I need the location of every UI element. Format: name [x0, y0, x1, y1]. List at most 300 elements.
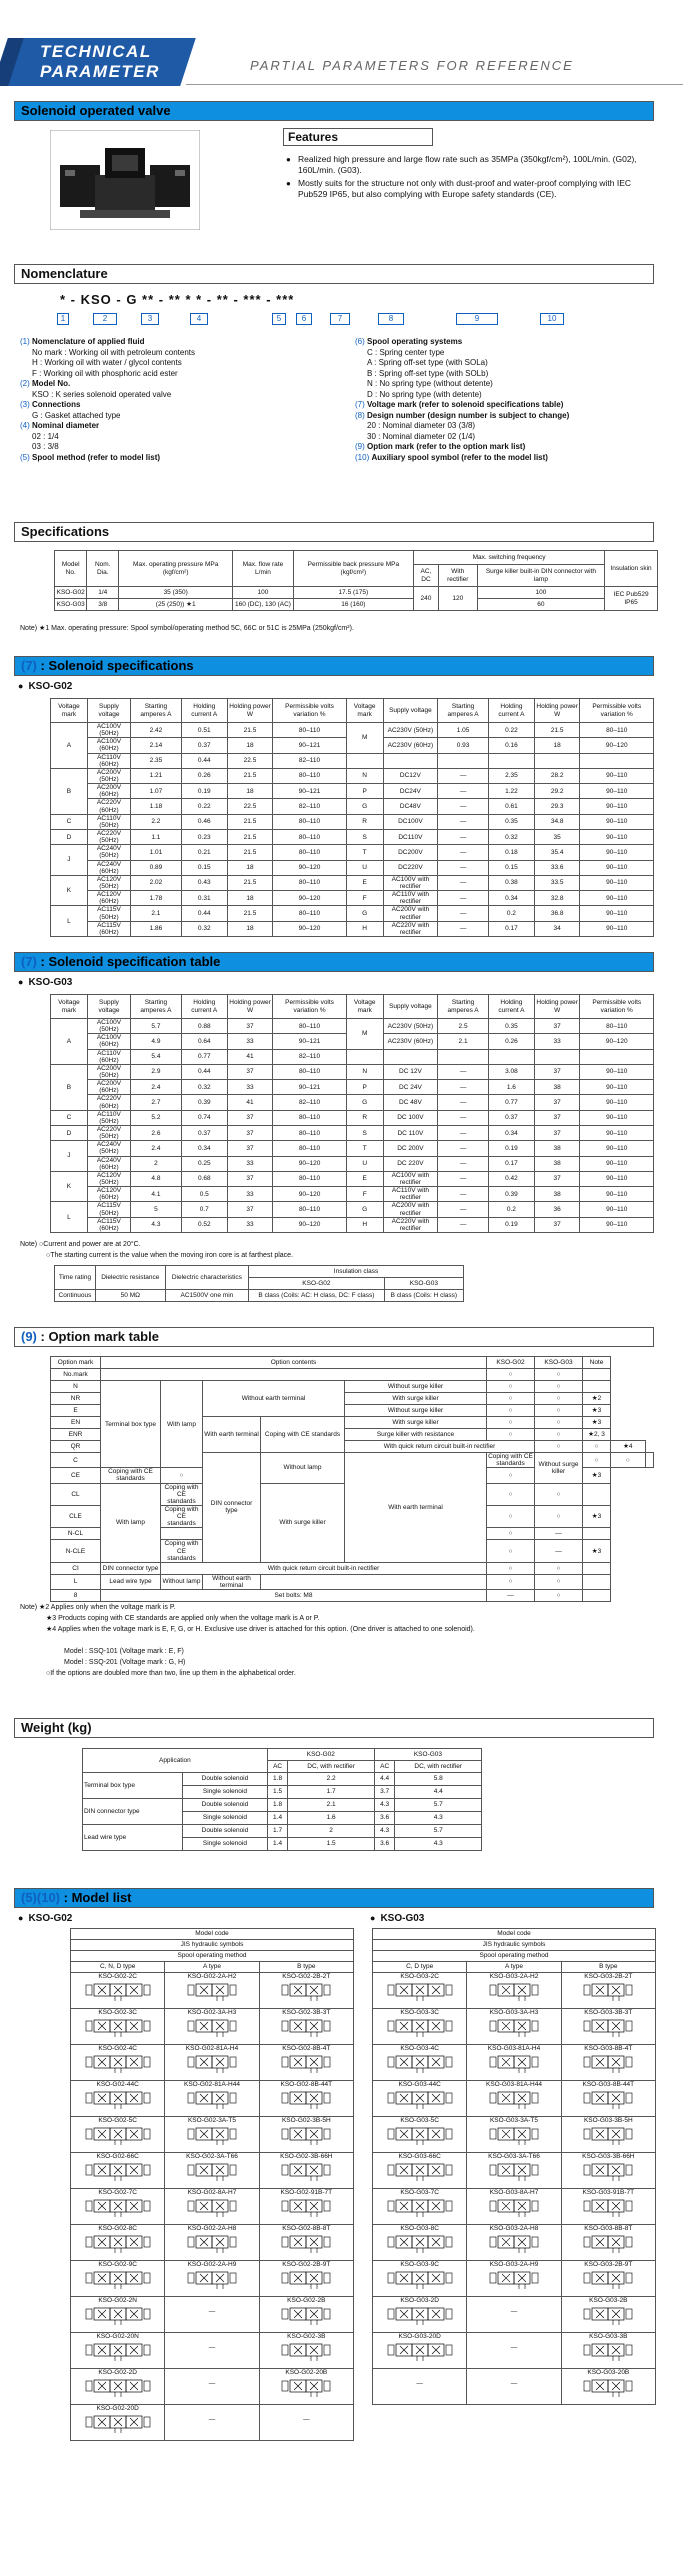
sol-header: Holding power W	[534, 699, 580, 723]
sol-cell: 0.39	[488, 1187, 534, 1202]
solenoid-note1: Note) ○Current and power are at 20°C.	[20, 1241, 141, 1248]
hydraulic-symbol-icon	[477, 2197, 551, 2219]
option-group: With lamp	[101, 1483, 161, 1562]
sol-cell: 0.22	[181, 799, 227, 814]
sol-cell: 90–110	[580, 906, 654, 921]
sol-cell: 80–110	[273, 1064, 346, 1079]
sol-cell: 37	[227, 1064, 273, 1079]
sol-cell: 1.86	[131, 921, 182, 936]
model-cell	[373, 2261, 467, 2297]
sol-header: Starting amperes A	[438, 995, 489, 1019]
sol-cell: 2.35	[488, 768, 534, 783]
solenoid-spec-table-g02	[50, 698, 654, 937]
nomenclature-text: 02 : 1/4	[32, 431, 59, 441]
model-code: KSO-G02-2B	[287, 2297, 326, 2304]
sol-cell: 37	[534, 1110, 580, 1125]
sol-voltage-mark: T	[346, 1141, 383, 1156]
sol-cell: AC100V with rectifier	[383, 1171, 438, 1186]
option-group: Coping with CE standards	[261, 1417, 345, 1453]
sol-cell: 0.17	[488, 1156, 534, 1171]
hydraulic-symbol-icon	[571, 2017, 645, 2039]
model-row	[71, 2081, 354, 2117]
model-cell	[165, 2405, 259, 2441]
sol-cell: 80–110	[273, 768, 346, 783]
model-cell	[259, 2261, 353, 2297]
sol-voltage-mark: E	[346, 1171, 383, 1186]
weight-app: Terminal box type	[83, 1773, 183, 1799]
hydraulic-symbol-icon	[175, 2017, 249, 2039]
hydraulic-symbol-icon	[477, 2053, 551, 2075]
option-note-line: ○If the options are doubled more than two, line up them in the alphabetical order.	[46, 1670, 296, 1677]
sol-voltage-mark: M	[346, 1019, 383, 1050]
spec-cell: 1/4	[87, 587, 119, 599]
header-title-line1: TECHNICAL	[40, 42, 152, 61]
option-cell: With quick return circuit built-in rectifier	[161, 1562, 487, 1574]
sol-voltage-mark: F	[346, 1187, 383, 1202]
sol-cell: 2.6	[131, 1125, 182, 1140]
solenoid-valve-image	[50, 130, 200, 230]
model-cell	[259, 2117, 353, 2153]
nomenclature-text: N : No spring type (without detente)	[367, 379, 493, 388]
sol-header: Supply voltage	[87, 699, 130, 723]
sol-cell: AC100V (60Hz)	[87, 1034, 130, 1049]
sol-cell: 35.4	[534, 845, 580, 860]
sol-cell: 38	[534, 1141, 580, 1156]
option-cell: With surge killer	[345, 1417, 487, 1429]
nomenclature-item	[355, 390, 655, 401]
nomenclature-box: 1	[57, 313, 69, 325]
model-row	[373, 2297, 656, 2333]
model-row	[71, 2333, 354, 2369]
nomenclature-text: Voltage mark (refer to solenoid specifications table)	[367, 400, 564, 409]
option-note: ★2, 3	[583, 1429, 611, 1441]
hydraulic-symbol-icon	[571, 1981, 645, 2003]
model-row	[373, 2369, 656, 2405]
hydraulic-symbol-icon	[571, 2269, 645, 2291]
weight-cell: Single solenoid	[183, 1812, 268, 1825]
weight-cell: 2	[288, 1825, 375, 1838]
model-code: KSO-G02-2A-H9	[187, 2261, 237, 2268]
model-cell	[71, 2117, 165, 2153]
nomenclature-text: Spool method (refer to model list)	[32, 452, 161, 462]
sol-cell: 22.5	[227, 753, 273, 768]
option-cell: ○	[535, 1590, 583, 1602]
model-header-row	[71, 1951, 354, 1962]
sol-cell: 0.64	[181, 1034, 227, 1049]
option-cell: ○	[611, 1453, 646, 1468]
sol-cell: 0.77	[488, 1095, 534, 1110]
sol-cell: 90–120	[273, 921, 346, 936]
model-cell	[561, 2081, 655, 2117]
spec-cell: 17.5 (175)	[293, 587, 413, 599]
model-row	[373, 2081, 656, 2117]
sol-cell: 0.32	[181, 921, 227, 936]
model-cell	[561, 2189, 655, 2225]
sol-cell: 1.1	[131, 829, 182, 844]
sol-cell: DC100V	[383, 814, 438, 829]
sol-voltage-mark: E	[346, 875, 383, 890]
hydraulic-symbol-icon	[81, 2161, 155, 2183]
model-cell	[373, 2369, 467, 2405]
sol-cell: 0.26	[488, 1034, 534, 1049]
model-row	[71, 2009, 354, 2045]
sol-cell: AC240V (50Hz)	[87, 1141, 130, 1156]
sol-cell: —	[438, 829, 489, 844]
heading-number: (7)	[21, 658, 37, 673]
model-col-header: C, D type	[373, 1962, 467, 1973]
model-row	[71, 2297, 354, 2333]
sol-cell: 0.16	[488, 738, 534, 753]
sol-cell: 34.8	[534, 814, 580, 829]
sol-cell: 0.93	[438, 738, 489, 753]
sol-cell: 18	[534, 738, 580, 753]
model-cell	[467, 2189, 561, 2225]
model-code: —	[208, 2416, 216, 2423]
sol-row	[51, 829, 654, 844]
sol-cell: 5.2	[131, 1110, 182, 1125]
model-list-g02	[70, 1928, 354, 2441]
weight-row	[83, 1773, 482, 1786]
sol-cell: 1.05	[438, 723, 489, 738]
option-note: ★3	[583, 1540, 611, 1562]
option-group: DIN connector type	[203, 1453, 261, 1563]
sol-cell: 0.26	[181, 768, 227, 783]
sol-voltage-mark: H	[346, 921, 383, 936]
sol-cell: 1.21	[131, 768, 182, 783]
sol-voltage-mark: G	[346, 906, 383, 921]
sol-cell: 37	[534, 1217, 580, 1232]
sol-cell: —	[438, 1110, 489, 1125]
option-cell: ○	[535, 1393, 583, 1405]
hydraulic-symbol-icon	[269, 2305, 343, 2327]
sol-cell: —	[438, 784, 489, 799]
spec-cell: 16 (160)	[293, 599, 413, 611]
hydraulic-symbol-icon	[571, 2125, 645, 2147]
sol-cell: 5.7	[131, 1019, 182, 1034]
sol-voltage-mark: H	[346, 1217, 383, 1232]
sol-cell: 80–110	[273, 845, 346, 860]
model-cell	[373, 2153, 467, 2189]
sol-cell: 21.5	[534, 723, 580, 738]
weight-cell: 1.6	[288, 1812, 375, 1825]
option-mark: CLE	[51, 1505, 101, 1527]
nomenclature-item	[355, 337, 655, 348]
feature-item: ● Mostly suits for the structure not only with dust-proof and water-proof complying with IEC Pub529 IP65, but also complying with Europe safety standards (CE).	[286, 178, 656, 200]
features-list	[286, 154, 656, 202]
model-cell	[561, 2117, 655, 2153]
sol-cell: 0.39	[181, 1095, 227, 1110]
sol-row	[51, 768, 654, 783]
model-cell	[561, 2009, 655, 2045]
option-cell: ○	[535, 1405, 583, 1417]
sol-voltage-mark: G	[346, 1202, 383, 1217]
option-cell: ○	[487, 1393, 535, 1405]
model-cell	[561, 2045, 655, 2081]
insul-header: KSO-G03	[384, 1278, 463, 1290]
model-code: KSO-G03-2B-2T	[584, 1973, 633, 1980]
weight-cell: Double solenoid	[183, 1825, 268, 1838]
model-code: KSO-G02-8B-8T	[282, 2225, 331, 2232]
sol-cell: AC100V with rectifier	[383, 875, 438, 890]
model-cell	[561, 2333, 655, 2369]
model-code: KSO-G02-2A-H2	[187, 1973, 237, 1980]
model-cell	[259, 2225, 353, 2261]
insul-cell: 50 MΩ	[95, 1290, 165, 1302]
option-note	[583, 1483, 611, 1505]
nomenclature-item	[355, 358, 655, 369]
model-code: KSO-G02-5C	[98, 2117, 137, 2124]
sol-header: Holding current A	[181, 699, 227, 723]
model-cell	[165, 2081, 259, 2117]
model-code: KSO-G03-2A-H9	[489, 2261, 539, 2268]
sol-row	[51, 875, 654, 890]
sol-cell: AC120V (60Hz)	[87, 1187, 130, 1202]
sol-voltage-mark: L	[51, 1202, 88, 1233]
sol-cell: 37	[227, 1019, 273, 1034]
sol-header: Permissible volts variation %	[273, 995, 346, 1019]
model-code: KSO-G03-3A-H3	[489, 2009, 539, 2016]
model-code: KSO-G02-3B-5H	[281, 2117, 331, 2124]
model-cell	[71, 2045, 165, 2081]
opt-header: Option contents	[101, 1357, 487, 1369]
model-code: KSO-G03-66C	[398, 2153, 441, 2160]
sol-cell: 0.25	[181, 1156, 227, 1171]
spec-header: Max. switching frequency	[414, 551, 605, 565]
nomenclature-item	[20, 379, 340, 390]
model-code: —	[303, 2416, 310, 2423]
sol-cell: DC 220V	[383, 1156, 438, 1171]
option-cell: Coping with CE standards	[161, 1483, 203, 1505]
sol-cell: 21.5	[227, 829, 273, 844]
nomenclature-code: * - KSO - G ** - ** * * - ** - *** - ***	[60, 292, 295, 307]
option-cell: ○	[535, 1505, 583, 1527]
sol-cell: 0.2	[488, 906, 534, 921]
sol-cell: 1.22	[488, 784, 534, 799]
option-mark: ENR	[51, 1429, 101, 1441]
nomenclature-item	[20, 421, 340, 432]
sol-row	[51, 891, 654, 906]
option-cell: ○	[535, 1417, 583, 1429]
sol-cell: 33.6	[534, 860, 580, 875]
spec-cell: 35 (350)	[119, 587, 233, 599]
sol-cell: 18	[227, 860, 273, 875]
option-mark: C	[51, 1453, 101, 1468]
model-code: KSO-G03-20D	[398, 2333, 441, 2340]
model-cell	[467, 2153, 561, 2189]
model-list-heading	[14, 1888, 654, 1908]
nomenclature-text: Design number (design number is subject to change)	[367, 410, 570, 420]
insul-cell: B class (Coils: AC: H class, DC: F class)	[249, 1290, 385, 1302]
nomenclature-num: (8)	[355, 410, 365, 420]
hydraulic-symbol-icon	[81, 2125, 155, 2147]
nomenclature-text: Auxiliary spool symbol (refer to the model list)	[371, 452, 548, 462]
model-header-row	[373, 1940, 656, 1951]
nomenclature-text: H : Working oil with water / glycol contents	[32, 358, 182, 367]
sol-cell: 21.5	[227, 906, 273, 921]
model-code: KSO-G03-4C	[400, 2045, 439, 2052]
hydraulic-symbol-icon	[477, 2269, 551, 2291]
nomenclature-text: B : Spring off-set type (with SOLb)	[367, 368, 489, 378]
option-mark: NR	[51, 1393, 101, 1405]
hydraulic-symbol-icon	[383, 2305, 457, 2327]
sol-cell: 90–110	[580, 768, 654, 783]
model-cell	[373, 2117, 467, 2153]
nomenclature-text: KSO : K series solenoid operated valve	[32, 389, 172, 399]
model-code: KSO-G03-9C	[400, 2261, 439, 2268]
sol-cell: 80–110	[273, 1171, 346, 1186]
sol-cell: AC115V (60Hz)	[87, 921, 130, 936]
sol-cell: 33	[227, 1080, 273, 1095]
sol-voltage-mark: G	[346, 1095, 383, 1110]
option-cell: ○	[487, 1562, 535, 1574]
sol-cell: 2.4	[131, 1141, 182, 1156]
spec-cell: 60	[477, 599, 604, 611]
sol-row	[51, 906, 654, 921]
hydraulic-symbol-icon	[269, 2269, 343, 2291]
hydraulic-symbol-icon	[383, 2233, 457, 2255]
feature-item: ● Realized high pressure and large flow rate such as 35MPa (350kgf/cm²), 100L/min. (G02), 160L/min. (G03).	[286, 154, 656, 176]
option-mark: E	[51, 1405, 101, 1417]
spec-header: Max. flow rate L/min	[233, 551, 293, 587]
nomenclature-item	[20, 337, 340, 348]
model-cell	[259, 2369, 353, 2405]
sol-header: Permissible volts variation %	[580, 699, 654, 723]
sol-cell: DC220V	[383, 860, 438, 875]
sol-cell: 0.37	[488, 1110, 534, 1125]
nomenclature-text: 20 : Nominal diameter 03 (3/8)	[367, 421, 476, 430]
sol-row	[51, 784, 654, 799]
sol-cell: AC100V (60Hz)	[87, 738, 130, 753]
weight-app: DIN connector type	[83, 1799, 183, 1825]
sol-cell: AC240V (60Hz)	[87, 1156, 130, 1171]
insul-cell: B class (Coils: H class)	[384, 1290, 463, 1302]
sol-cell: 0.23	[181, 829, 227, 844]
model-header: JIS hydraulic symbols	[373, 1940, 656, 1951]
sol-cell: 2	[131, 1156, 182, 1171]
heading-text: : Solenoid specification table	[36, 954, 221, 969]
model-code: —	[510, 2308, 518, 2315]
option-mark: CL	[51, 1483, 101, 1505]
option-mark: CI	[51, 1562, 101, 1574]
opt-header: Note	[583, 1357, 611, 1369]
nomenclature-left-list	[20, 337, 340, 463]
model-code: —	[208, 2344, 216, 2351]
sol-cell: 0.18	[488, 845, 534, 860]
sol-cell: DC 110V	[383, 1125, 438, 1140]
weight-cell: 5.7	[395, 1799, 482, 1812]
model-row	[71, 2369, 354, 2405]
model-cell	[71, 2225, 165, 2261]
weight-table	[82, 1748, 482, 1851]
model-cell	[561, 2297, 655, 2333]
option-mark: N-CLE	[51, 1540, 101, 1562]
sol-cell: 0.2	[488, 1202, 534, 1217]
nomenclature-text: G : Gasket attached type	[32, 410, 121, 420]
features-heading: Features	[283, 128, 433, 146]
model-code: KSO-G02-3B-66H	[280, 2153, 333, 2160]
model-cell	[71, 2261, 165, 2297]
model-header: Spool operating method	[373, 1951, 656, 1962]
model-code: KSO-G03-44C	[398, 2081, 441, 2088]
option-note: ★3	[583, 1417, 611, 1429]
option-row	[51, 1381, 654, 1393]
option-cell: ○	[535, 1369, 583, 1381]
option-cell: —	[535, 1540, 583, 1562]
nomenclature-heading: Nomenclature	[14, 264, 654, 284]
sol-cell: 0.42	[488, 1171, 534, 1186]
sol-cell: 0.61	[488, 799, 534, 814]
sol-cell: AC100V (50Hz)	[87, 723, 130, 738]
sol-cell: AC240V (60Hz)	[87, 860, 130, 875]
sol-voltage-mark: L	[51, 906, 88, 937]
sol-cell: 2.42	[131, 723, 182, 738]
sol-row	[51, 753, 654, 768]
sol-cell: AC230V (60Hz)	[383, 738, 438, 753]
sol-cell: 38	[534, 1156, 580, 1171]
insul-header: Insulation class	[249, 1266, 464, 1278]
model-sub-g03: ● KSO-G03	[370, 1913, 424, 1924]
sol-cell: AC110V (60Hz)	[87, 753, 130, 768]
sol-row	[51, 1110, 654, 1125]
page-header	[0, 0, 695, 92]
spec-cell: 3/8	[87, 599, 119, 611]
nomenclature-text: No mark : Working oil with petroleum contents	[32, 347, 196, 357]
model-row	[71, 2405, 354, 2441]
sol-cell: 90–110	[580, 829, 654, 844]
weight-heading: Weight (kg)	[14, 1718, 654, 1738]
model-code: KSO-G03-2B-9T	[584, 2261, 633, 2268]
model-row	[71, 2261, 354, 2297]
hydraulic-symbol-icon	[383, 2053, 457, 2075]
sol-row	[51, 1080, 654, 1095]
sol-cell: 80–110	[273, 1202, 346, 1217]
sol-cell: AC115V (50Hz)	[87, 1202, 130, 1217]
nomenclature-item	[355, 348, 655, 359]
model-cell	[165, 2045, 259, 2081]
model-code: KSO-G03-20B	[587, 2369, 630, 2376]
sol-cell: 18	[227, 738, 273, 753]
sol-cell: 21.5	[227, 845, 273, 860]
option-note	[645, 1453, 653, 1468]
sol-cell: 18	[227, 921, 273, 936]
nomenclature-text: Nominal diameter	[32, 421, 100, 430]
sol-cell: 37	[534, 1125, 580, 1140]
sol-cell: 90–110	[580, 1171, 654, 1186]
hydraulic-symbol-icon	[477, 2017, 551, 2039]
sol-cell: 90–121	[273, 784, 346, 799]
sol-cell: 5.4	[131, 1049, 182, 1064]
sol-cell	[383, 1049, 438, 1064]
header-subtitle: PARTIAL PARAMETERS FOR REFERENCE	[250, 58, 574, 73]
model-cell	[259, 2189, 353, 2225]
hydraulic-symbol-icon	[477, 2125, 551, 2147]
sol-cell: 0.15	[181, 860, 227, 875]
sol-voltage-mark: G	[346, 799, 383, 814]
nomenclature-item	[355, 453, 655, 464]
nomenclature-box: 8	[378, 313, 404, 325]
heading-text: : Solenoid specifications	[36, 658, 194, 673]
spec-header: Nom. Dia.	[87, 551, 119, 587]
nomenclature-num: (3)	[20, 400, 30, 409]
model-cell	[259, 2045, 353, 2081]
option-cell: Without surge killer	[535, 1453, 583, 1484]
sol-cell: 0.44	[181, 1064, 227, 1079]
sol-cell: 80–110	[273, 829, 346, 844]
nomenclature-text: Connections	[32, 400, 81, 409]
sol-cell: 0.32	[181, 1080, 227, 1095]
nomenclature-text: Nomenclature of applied fluid	[32, 337, 145, 346]
model-code: KSO-G02-9C	[98, 2261, 137, 2268]
